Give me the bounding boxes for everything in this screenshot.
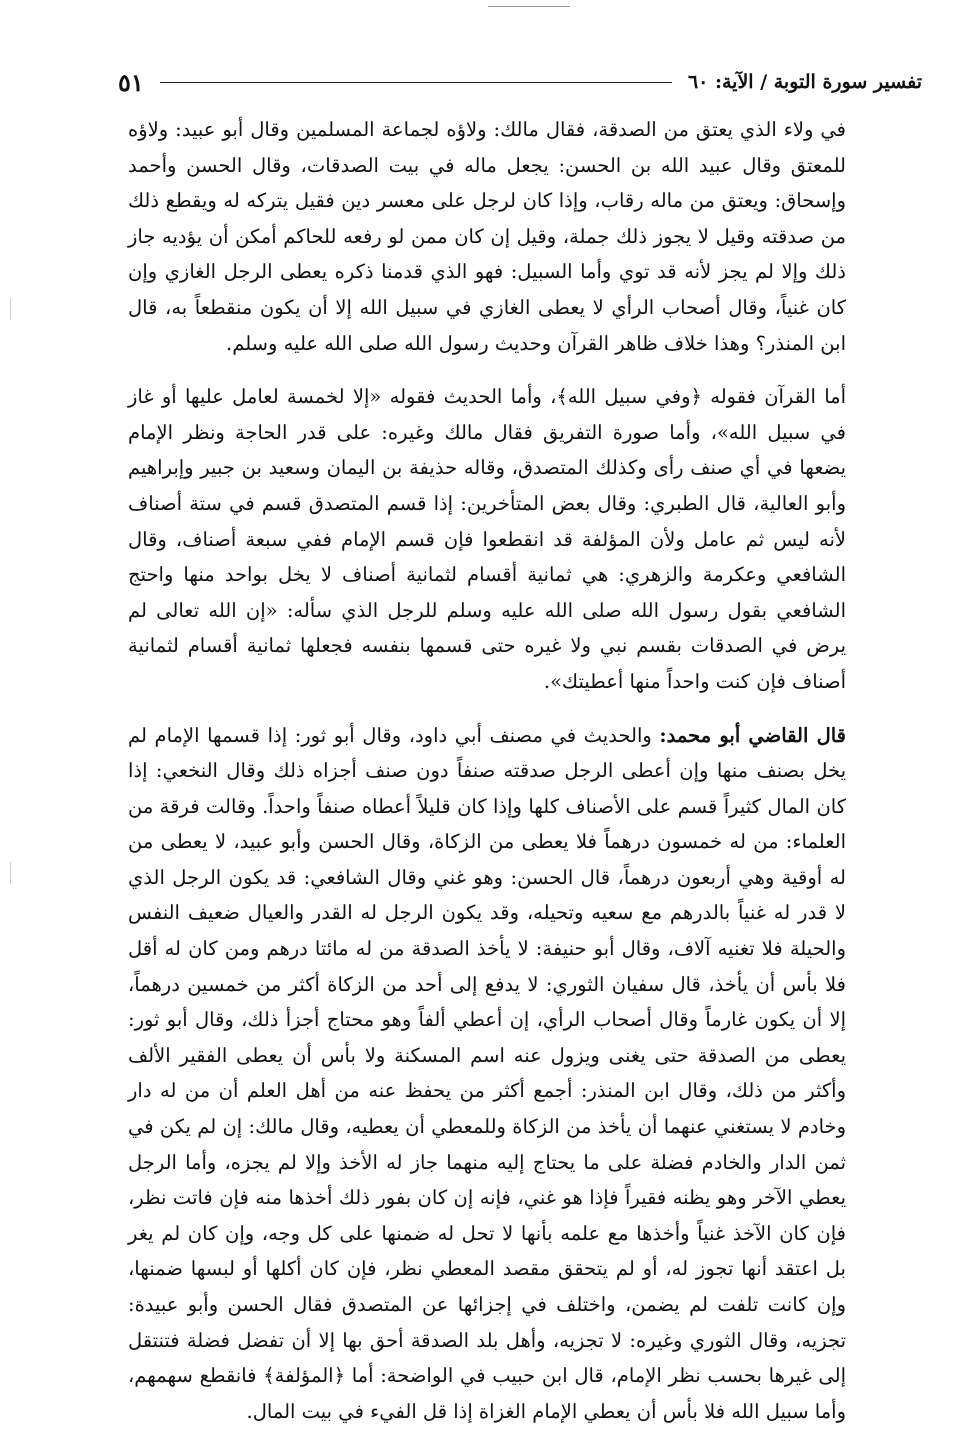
margin-mark [10,298,11,320]
paragraph-text: أما القرآن فقوله ﴿وفي سبيل الله﴾، وأما الحديث فقوله «إلا لخمسة لعامل عليها أو غاز في سبيل الله»، وأما صورة التفريق فقال مالك وغيره: على قدر الحاجة ونظر الإمام يضعها في أي صنف رأى وكذلك المتصدق، وقاله حذيفة بن اليمان وسعيد بن جبير وإبراهيم وأبو العالية، قال الطبري: وقال بعض المتأخرين: إذا قسم المتصدق قسم في ستة أصناف لأنه ليس ثم عامل ولأن المؤلفة قد انقطعوا فإن قسم الإمام ففي سبعة أصناف، وقال الشافعي وعكرمة والزهري: هي ثمانية أقسام لثمانية أصناف لا يخل بواحد منها واحتج الشافعي بقول رسول الله صلى الله عليه وسلم للرجل الذي سأله: «إن الله تعالى لم يرض في الصدقات بقسم نبي ولا غيره حتى قسمها بنفسه فجعلها ثمانية أقسام لثمانية أصناف فإن كنت واحداً منها أعطيتك». [128,385,846,693]
paragraph-lead: قال القاضي أبو محمد: [659,723,846,747]
page-header [118,64,922,100]
paragraph-text: في ولاء الذي يعتق من الصدقة، فقال مالك: ولاؤه لجماعة المسلمين وقال أبو عبيد: ولاؤه للمعتق وقال عبيد الله بن الحسن: يجعل ماله في بيت الصدقات، وقال الحسن وأحمد وإسحاق: ويعتق من ماله رقاب، وإذا كان لرجل على معسر دين فقيل يتركه له ويقطع ذلك من صدقته وقيل لا يجوز ذلك جملة، وقيل إن كان ممن لو رفعه للحاكم أمكن أن يؤديه جاز ذلك وإلا لم يجز لأنه قد توي وأما السبيل: فهو الذي قدمنا ذكره يعطى الرجل الغازي وإن كان غنياً، وقال أصحاب الرأي لا يعطى الغازي في سبيل الله إلا أن يكون منقطعاً به، قال ابن المنذر؟ وهذا خلاف ظاهر القرآن وحديث رسول الله صلى الله عليه وسلم. [128,118,846,355]
body-text [128,112,846,1447]
page-number: ٥١ [118,67,144,97]
running-title: تفسير سورة التوبة / الآية: ٦٠ [687,71,922,93]
margin-mark [10,862,11,884]
top-rule [488,6,570,7]
paragraph [128,379,846,699]
paragraph-text: والحديث في مصنف أبي داود، وقال أبو ثور: إذا قسمها الإمام لم يخل بصنف منها وإن أعطى الرجل صدقته صنفاً دون صنف أجزاه ذلك وقال النخعي: إذا كان المال كثيراً قسم على الأصناف كلها وإذا كان قليلاً أعطاه صنفاً واحداً. وقالت فرقة من العلماء: من له خمسون درهماً فلا يعطى من الزكاة، وقال الحسن وأبو عبيد، لا يعطى من له أوقية وهي أربعون درهماً، قال الحسن: وهو غني وقال الشافعي: قد يكون الرجل الذي لا قدر له غنياً بالدرهم مع سعيه وتحيله، وقد يكون الرجل له القدر والعيال ضعيف النفس والحيلة فلا تغنيه آلاف، وقال أبو حنيفة: لا يأخذ الصدقة من له مائتا درهم ومن كان له أقل فلا بأس أن يأخذ، قال سفيان الثوري: لا يدفع إلى أحد من الزكاة أكثر من خمسين درهماً، إلا أن يكون غارماً وقال أصحاب الرأي، إن أعطي ألفاً وهو محتاج أجزأ ذلك، وقال أبو ثور: يعطى من الصدقة حتى يغنى ويزول عنه اسم المسكنة ولا بأس أن يعطى الفقير الألف وأكثر من ذلك، وقال ابن المنذر: أجمع أكثر من يحفظ عنه من أهل العلم أن من له دار وخادم لا يستغني عنهما أن يأخذ من الزكاة وللمعطي أن يعطيه، وقال مالك: إن لم يكن في ثمن الدار والخادم فضلة على ما يحتاج إليه منهما جاز له الأخذ وإلا لم يجزه، وأما الرجل يعطي الآخر وهو يظنه فقيراً فإذا هو غني، فإنه إن كان بفور ذلك أخذها منه فإن فاتت نظر، فإن كان الآخذ غنياً وأخذها مع علمه بأنها لا تحل له ضمنها على كل وجه، وإن كان لم يغر بل اعتقد أنها تجوز له، أو لم يتحقق مقصد المعطي نظر، فإن كان أكلها أو لبسها ضمنها، وإن كانت تلفت لم يضمن، واختلف في إجزائها عن المتصدق فقال الحسن وأبو عبيدة: تجزيه، وقال الثوري وغيره: لا تجزيه، وأهل بلد الصدقة أحق بها إلا أن تفضل فضلة فتنتقل إلى غيرها بحسب نظر الإمام، قال ابن حبيب في الواضحة: أما ﴿المؤلفة﴾ فانقطع سهمهم، وأما سبيل الله فلا بأس أن يعطي الإمام الغزاة إذا قل الفيء في بيت المال. [128,723,846,1423]
header-rule [160,82,672,83]
paragraph [128,112,846,361]
paragraph [128,718,846,1430]
